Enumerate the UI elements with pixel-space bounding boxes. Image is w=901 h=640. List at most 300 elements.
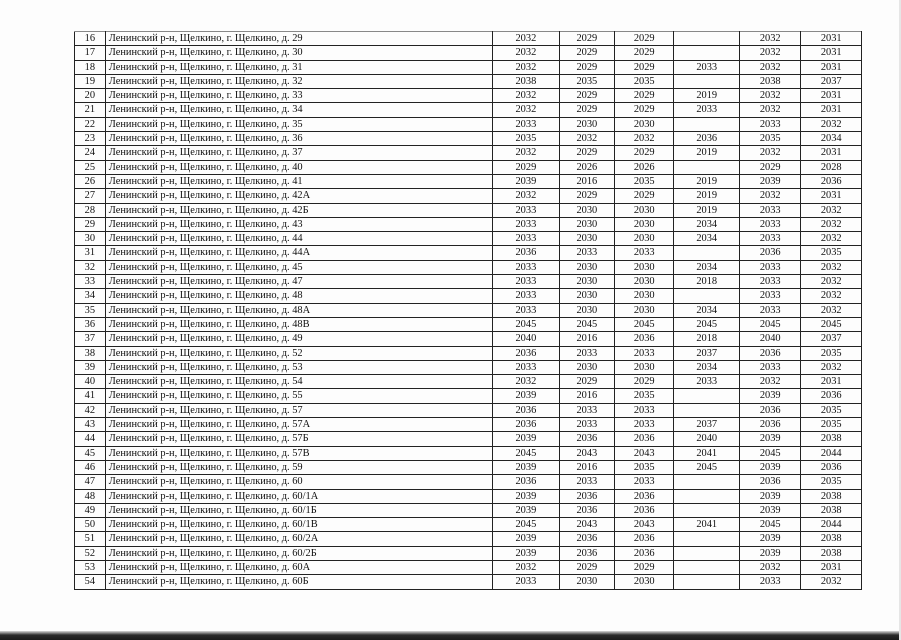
- year-cell-5: 2032: [740, 103, 801, 117]
- year-cell-1: 2035: [493, 132, 560, 146]
- row-number: 44: [75, 432, 106, 446]
- year-cell-3: 2033: [615, 246, 674, 260]
- table-row: [75, 560, 862, 574]
- year-cell-2: 2030: [559, 289, 614, 303]
- address-cell: Ленинский р-н, Щелкино, г. Щелкино, д. 37: [105, 146, 492, 160]
- row-number: 21: [75, 103, 106, 117]
- address-cell: Ленинский р-н, Щелкино, г. Щелкино, д. 60/2Б: [105, 546, 492, 560]
- address-cell: Ленинский р-н, Щелкино, г. Щелкино, д. 57Б: [105, 432, 492, 446]
- address-cell: Ленинский р-н, Щелкино, г. Щелкино, д. 54: [105, 375, 492, 389]
- row-number: 43: [75, 418, 106, 432]
- year-cell-6: 2031: [801, 103, 862, 117]
- table-row: [75, 203, 862, 217]
- table-row: [75, 217, 862, 231]
- row-number: 18: [75, 60, 106, 74]
- year-cell-2: 2026: [559, 160, 614, 174]
- year-cell-2: 2029: [559, 189, 614, 203]
- year-cell-4: [674, 160, 740, 174]
- year-cell-2: 2030: [559, 575, 614, 589]
- year-cell-6: 2032: [801, 260, 862, 274]
- year-cell-4: [674, 117, 740, 131]
- table-row: [75, 389, 862, 403]
- year-cell-3: 2043: [615, 446, 674, 460]
- year-cell-6: 2038: [801, 489, 862, 503]
- row-number: 54: [75, 575, 106, 589]
- row-number: 32: [75, 260, 106, 274]
- year-cell-3: 2029: [615, 89, 674, 103]
- year-cell-2: 2030: [559, 260, 614, 274]
- year-cell-3: 2030: [615, 260, 674, 274]
- year-cell-4: [674, 246, 740, 260]
- address-cell: Ленинский р-н, Щелкино, г. Щелкино, д. 60/1А: [105, 489, 492, 503]
- year-cell-4: 2019: [674, 89, 740, 103]
- year-cell-1: 2038: [493, 74, 560, 88]
- year-cell-3: 2029: [615, 60, 674, 74]
- year-cell-4: [674, 74, 740, 88]
- year-cell-5: 2045: [740, 317, 801, 331]
- year-cell-5: 2033: [740, 575, 801, 589]
- year-cell-1: 2040: [493, 332, 560, 346]
- address-cell: Ленинский р-н, Щелкино, г. Щелкино, д. 44А: [105, 246, 492, 260]
- year-cell-2: 2030: [559, 117, 614, 131]
- year-cell-2: 2030: [559, 217, 614, 231]
- table-row: [75, 317, 862, 331]
- table-row: [75, 74, 862, 88]
- year-cell-5: 2033: [740, 275, 801, 289]
- year-cell-4: [674, 403, 740, 417]
- year-cell-5: 2039: [740, 432, 801, 446]
- year-cell-4: 2041: [674, 446, 740, 460]
- table-row: [75, 546, 862, 560]
- year-cell-2: 2036: [559, 489, 614, 503]
- address-cell: Ленинский р-н, Щелкино, г. Щелкино, д. 48А: [105, 303, 492, 317]
- year-cell-3: 2029: [615, 146, 674, 160]
- year-cell-6: 2032: [801, 117, 862, 131]
- year-cell-4: 2036: [674, 132, 740, 146]
- table-row: [75, 89, 862, 103]
- year-cell-6: 2032: [801, 232, 862, 246]
- row-number: 48: [75, 489, 106, 503]
- table-row: [75, 503, 862, 517]
- year-cell-5: 2033: [740, 203, 801, 217]
- year-cell-6: 2036: [801, 389, 862, 403]
- row-number: 25: [75, 160, 106, 174]
- year-cell-3: 2036: [615, 432, 674, 446]
- year-cell-2: 2030: [559, 275, 614, 289]
- year-cell-1: 2032: [493, 189, 560, 203]
- table-row: [75, 289, 862, 303]
- year-cell-6: 2031: [801, 375, 862, 389]
- year-cell-5: 2033: [740, 360, 801, 374]
- year-cell-2: 2029: [559, 146, 614, 160]
- scan-bottom-edge: [0, 631, 901, 640]
- table-row: [75, 232, 862, 246]
- row-number: 26: [75, 174, 106, 188]
- year-cell-2: 2032: [559, 132, 614, 146]
- table-row: [75, 475, 862, 489]
- year-cell-1: 2033: [493, 275, 560, 289]
- year-cell-3: 2036: [615, 503, 674, 517]
- address-cell: Ленинский р-н, Щелкино, г. Щелкино, д. 60/1Б: [105, 503, 492, 517]
- year-cell-5: 2039: [740, 503, 801, 517]
- table-row: [75, 117, 862, 131]
- table-row: [75, 303, 862, 317]
- table-row: [75, 46, 862, 60]
- year-cell-2: 2029: [559, 375, 614, 389]
- table-row: [75, 418, 862, 432]
- row-number: 17: [75, 46, 106, 60]
- year-cell-4: 2041: [674, 518, 740, 532]
- year-cell-6: 2044: [801, 518, 862, 532]
- row-number: 20: [75, 89, 106, 103]
- year-cell-6: 2032: [801, 303, 862, 317]
- row-number: 41: [75, 389, 106, 403]
- year-cell-6: 2037: [801, 74, 862, 88]
- year-cell-5: 2032: [740, 32, 801, 46]
- year-cell-4: 2034: [674, 260, 740, 274]
- year-cell-3: 2029: [615, 560, 674, 574]
- row-number: 37: [75, 332, 106, 346]
- year-cell-4: [674, 532, 740, 546]
- year-cell-1: 2033: [493, 117, 560, 131]
- table-row: [75, 103, 862, 117]
- year-cell-5: 2036: [740, 418, 801, 432]
- year-cell-6: 2038: [801, 532, 862, 546]
- year-cell-6: 2044: [801, 446, 862, 460]
- year-cell-1: 2033: [493, 203, 560, 217]
- table-row: [75, 446, 862, 460]
- year-cell-4: 2045: [674, 317, 740, 331]
- row-number: 35: [75, 303, 106, 317]
- year-cell-5: 2032: [740, 89, 801, 103]
- year-cell-3: 2035: [615, 174, 674, 188]
- year-cell-4: 2019: [674, 203, 740, 217]
- year-cell-1: 2039: [493, 460, 560, 474]
- table-row: [75, 246, 862, 260]
- year-cell-4: [674, 560, 740, 574]
- year-cell-3: 2045: [615, 317, 674, 331]
- year-cell-2: 2043: [559, 446, 614, 460]
- table-row: [75, 460, 862, 474]
- year-cell-2: 2030: [559, 360, 614, 374]
- year-cell-6: 2032: [801, 203, 862, 217]
- year-cell-5: 2032: [740, 46, 801, 60]
- year-cell-3: 2033: [615, 475, 674, 489]
- address-cell: Ленинский р-н, Щелкино, г. Щелкино, д. 60/2А: [105, 532, 492, 546]
- row-number: 23: [75, 132, 106, 146]
- year-cell-5: 2039: [740, 174, 801, 188]
- table-row: [75, 332, 862, 346]
- year-cell-6: 2032: [801, 217, 862, 231]
- row-number: 29: [75, 217, 106, 231]
- year-cell-3: 2033: [615, 418, 674, 432]
- year-cell-1: 2036: [493, 346, 560, 360]
- address-cell: Ленинский р-н, Щелкино, г. Щелкино, д. 49: [105, 332, 492, 346]
- address-cell: Ленинский р-н, Щелкино, г. Щелкино, д. 44: [105, 232, 492, 246]
- year-cell-2: 2036: [559, 432, 614, 446]
- year-cell-2: 2016: [559, 174, 614, 188]
- row-number: 49: [75, 503, 106, 517]
- row-number: 38: [75, 346, 106, 360]
- address-cell: Ленинский р-н, Щелкино, г. Щелкино, д. 41: [105, 174, 492, 188]
- year-cell-3: 2030: [615, 575, 674, 589]
- address-cell: Ленинский р-н, Щелкино, г. Щелкино, д. 29: [105, 32, 492, 46]
- table-row: [75, 360, 862, 374]
- year-cell-1: 2036: [493, 475, 560, 489]
- year-cell-4: 2019: [674, 189, 740, 203]
- year-cell-6: 2038: [801, 432, 862, 446]
- year-cell-3: 2029: [615, 46, 674, 60]
- year-cell-1: 2032: [493, 146, 560, 160]
- year-cell-4: [674, 503, 740, 517]
- year-cell-5: 2036: [740, 346, 801, 360]
- year-cell-5: 2039: [740, 532, 801, 546]
- year-cell-3: 2030: [615, 217, 674, 231]
- year-cell-2: 2033: [559, 418, 614, 432]
- year-cell-6: 2031: [801, 146, 862, 160]
- year-cell-4: 2019: [674, 174, 740, 188]
- address-cell: Ленинский р-н, Щелкино, г. Щелкино, д. 34: [105, 103, 492, 117]
- year-cell-3: 2030: [615, 360, 674, 374]
- year-cell-2: 2043: [559, 518, 614, 532]
- year-cell-3: 2029: [615, 375, 674, 389]
- table-row: [75, 260, 862, 274]
- year-cell-4: [674, 489, 740, 503]
- year-cell-3: 2026: [615, 160, 674, 174]
- year-cell-6: 2045: [801, 317, 862, 331]
- year-cell-2: 2029: [559, 103, 614, 117]
- address-cell: Ленинский р-н, Щелкино, г. Щелкино, д. 53: [105, 360, 492, 374]
- year-cell-3: 2036: [615, 489, 674, 503]
- year-cell-5: 2039: [740, 546, 801, 560]
- year-cell-4: 2033: [674, 60, 740, 74]
- table-row: [75, 403, 862, 417]
- table-row: [75, 275, 862, 289]
- year-cell-3: 2030: [615, 117, 674, 131]
- year-cell-5: 2032: [740, 189, 801, 203]
- year-cell-5: 2045: [740, 446, 801, 460]
- year-cell-4: 2037: [674, 346, 740, 360]
- year-cell-5: 2038: [740, 74, 801, 88]
- year-cell-3: 2035: [615, 74, 674, 88]
- row-number: 34: [75, 289, 106, 303]
- year-cell-6: 2031: [801, 32, 862, 46]
- year-cell-1: 2039: [493, 389, 560, 403]
- year-cell-1: 2033: [493, 260, 560, 274]
- address-cell: Ленинский р-н, Щелкино, г. Щелкино, д. 40: [105, 160, 492, 174]
- year-cell-5: 2032: [740, 375, 801, 389]
- year-cell-6: 2035: [801, 246, 862, 260]
- year-cell-1: 2032: [493, 89, 560, 103]
- year-cell-4: 2033: [674, 103, 740, 117]
- year-cell-6: 2031: [801, 60, 862, 74]
- year-cell-6: 2028: [801, 160, 862, 174]
- year-cell-5: 2036: [740, 475, 801, 489]
- address-cell: Ленинский р-н, Щелкино, г. Щелкино, д. 47: [105, 275, 492, 289]
- address-cell: Ленинский р-н, Щелкино, г. Щелкино, д. 60А: [105, 560, 492, 574]
- address-cell: Ленинский р-н, Щелкино, г. Щелкино, д. 48В: [105, 317, 492, 331]
- year-cell-5: 2033: [740, 303, 801, 317]
- year-cell-1: 2039: [493, 503, 560, 517]
- row-number: 47: [75, 475, 106, 489]
- year-cell-5: 2033: [740, 232, 801, 246]
- year-cell-6: 2035: [801, 403, 862, 417]
- row-number: 28: [75, 203, 106, 217]
- year-cell-3: 2030: [615, 275, 674, 289]
- year-cell-6: 2032: [801, 575, 862, 589]
- year-cell-3: 2033: [615, 346, 674, 360]
- year-cell-1: 2039: [493, 546, 560, 560]
- year-cell-5: 2029: [740, 160, 801, 174]
- year-cell-4: 2037: [674, 418, 740, 432]
- year-cell-2: 2029: [559, 60, 614, 74]
- year-cell-6: 2032: [801, 360, 862, 374]
- address-cell: Ленинский р-н, Щелкино, г. Щелкино, д. 60/1В: [105, 518, 492, 532]
- row-number: 39: [75, 360, 106, 374]
- year-cell-4: [674, 475, 740, 489]
- address-cell: Ленинский р-н, Щелкино, г. Щелкино, д. 60Б: [105, 575, 492, 589]
- year-cell-3: 2032: [615, 132, 674, 146]
- year-cell-6: 2035: [801, 418, 862, 432]
- year-cell-1: 2032: [493, 46, 560, 60]
- year-cell-1: 2032: [493, 32, 560, 46]
- year-cell-6: 2035: [801, 346, 862, 360]
- year-cell-4: [674, 546, 740, 560]
- year-cell-3: 2029: [615, 103, 674, 117]
- year-cell-2: 2016: [559, 332, 614, 346]
- year-cell-4: 2034: [674, 303, 740, 317]
- table-row: [75, 160, 862, 174]
- year-cell-2: 2029: [559, 46, 614, 60]
- year-cell-2: 2016: [559, 389, 614, 403]
- row-number: 31: [75, 246, 106, 260]
- year-cell-1: 2033: [493, 217, 560, 231]
- table-body: [75, 32, 862, 590]
- year-cell-4: 2040: [674, 432, 740, 446]
- year-cell-5: 2040: [740, 332, 801, 346]
- year-cell-3: 2033: [615, 403, 674, 417]
- year-cell-6: 2032: [801, 275, 862, 289]
- year-cell-3: 2030: [615, 303, 674, 317]
- year-cell-2: 2016: [559, 460, 614, 474]
- year-cell-1: 2039: [493, 432, 560, 446]
- table-row: [75, 375, 862, 389]
- table-row: [75, 189, 862, 203]
- year-cell-4: [674, 289, 740, 303]
- row-number: 51: [75, 532, 106, 546]
- year-cell-4: [674, 32, 740, 46]
- address-cell: Ленинский р-н, Щелкино, г. Щелкино, д. 36: [105, 132, 492, 146]
- year-cell-5: 2039: [740, 389, 801, 403]
- address-cell: Ленинский р-н, Щелкино, г. Щелкино, д. 42А: [105, 189, 492, 203]
- year-cell-5: 2035: [740, 132, 801, 146]
- table-row: [75, 575, 862, 589]
- year-cell-1: 2033: [493, 232, 560, 246]
- row-number: 33: [75, 275, 106, 289]
- year-cell-1: 2032: [493, 60, 560, 74]
- address-cell: Ленинский р-н, Щелкино, г. Щелкино, д. 31: [105, 60, 492, 74]
- row-number: 16: [75, 32, 106, 46]
- year-cell-1: 2029: [493, 160, 560, 174]
- year-cell-5: 2039: [740, 489, 801, 503]
- year-cell-1: 2033: [493, 289, 560, 303]
- year-cell-2: 2033: [559, 346, 614, 360]
- year-cell-4: [674, 575, 740, 589]
- year-cell-6: 2036: [801, 460, 862, 474]
- year-cell-1: 2036: [493, 418, 560, 432]
- year-cell-6: 2032: [801, 289, 862, 303]
- year-cell-4: 2034: [674, 360, 740, 374]
- row-number: 30: [75, 232, 106, 246]
- year-cell-6: 2036: [801, 174, 862, 188]
- year-cell-1: 2045: [493, 518, 560, 532]
- address-cell: Ленинский р-н, Щелкино, г. Щелкино, д. 59: [105, 460, 492, 474]
- buildings-table: [74, 31, 862, 590]
- year-cell-1: 2032: [493, 375, 560, 389]
- year-cell-1: 2039: [493, 489, 560, 503]
- row-number: 52: [75, 546, 106, 560]
- year-cell-1: 2039: [493, 174, 560, 188]
- year-cell-1: 2032: [493, 103, 560, 117]
- address-cell: Ленинский р-н, Щелкино, г. Щелкино, д. 35: [105, 117, 492, 131]
- row-number: 36: [75, 317, 106, 331]
- year-cell-3: 2030: [615, 232, 674, 246]
- address-cell: Ленинский р-н, Щелкино, г. Щелкино, д. 55: [105, 389, 492, 403]
- year-cell-1: 2033: [493, 303, 560, 317]
- year-cell-6: 2038: [801, 503, 862, 517]
- table-row: [75, 532, 862, 546]
- year-cell-5: 2033: [740, 289, 801, 303]
- table-row: [75, 132, 862, 146]
- year-cell-2: 2030: [559, 232, 614, 246]
- year-cell-1: 2033: [493, 360, 560, 374]
- year-cell-2: 2030: [559, 303, 614, 317]
- address-cell: Ленинский р-н, Щелкино, г. Щелкино, д. 57: [105, 403, 492, 417]
- year-cell-2: 2029: [559, 89, 614, 103]
- year-cell-4: 2033: [674, 375, 740, 389]
- year-cell-3: 2035: [615, 460, 674, 474]
- year-cell-5: 2032: [740, 560, 801, 574]
- year-cell-5: 2036: [740, 403, 801, 417]
- row-number: 40: [75, 375, 106, 389]
- year-cell-2: 2036: [559, 503, 614, 517]
- year-cell-1: 2036: [493, 403, 560, 417]
- table-row: [75, 432, 862, 446]
- row-number: 46: [75, 460, 106, 474]
- address-cell: Ленинский р-н, Щелкино, г. Щелкино, д. 30: [105, 46, 492, 60]
- address-cell: Ленинский р-н, Щелкино, г. Щелкино, д. 57В: [105, 446, 492, 460]
- year-cell-2: 2033: [559, 403, 614, 417]
- year-cell-6: 2031: [801, 89, 862, 103]
- year-cell-4: [674, 389, 740, 403]
- year-cell-5: 2039: [740, 460, 801, 474]
- year-cell-3: 2036: [615, 532, 674, 546]
- year-cell-6: 2034: [801, 132, 862, 146]
- year-cell-5: 2032: [740, 60, 801, 74]
- year-cell-5: 2045: [740, 518, 801, 532]
- year-cell-3: 2030: [615, 289, 674, 303]
- year-cell-2: 2036: [559, 546, 614, 560]
- year-cell-6: 2038: [801, 546, 862, 560]
- year-cell-1: 2045: [493, 317, 560, 331]
- row-number: 45: [75, 446, 106, 460]
- address-cell: Ленинский р-н, Щелкино, г. Щелкино, д. 60: [105, 475, 492, 489]
- year-cell-3: 2043: [615, 518, 674, 532]
- year-cell-3: 2036: [615, 332, 674, 346]
- year-cell-5: 2033: [740, 117, 801, 131]
- year-cell-2: 2035: [559, 74, 614, 88]
- year-cell-3: 2030: [615, 203, 674, 217]
